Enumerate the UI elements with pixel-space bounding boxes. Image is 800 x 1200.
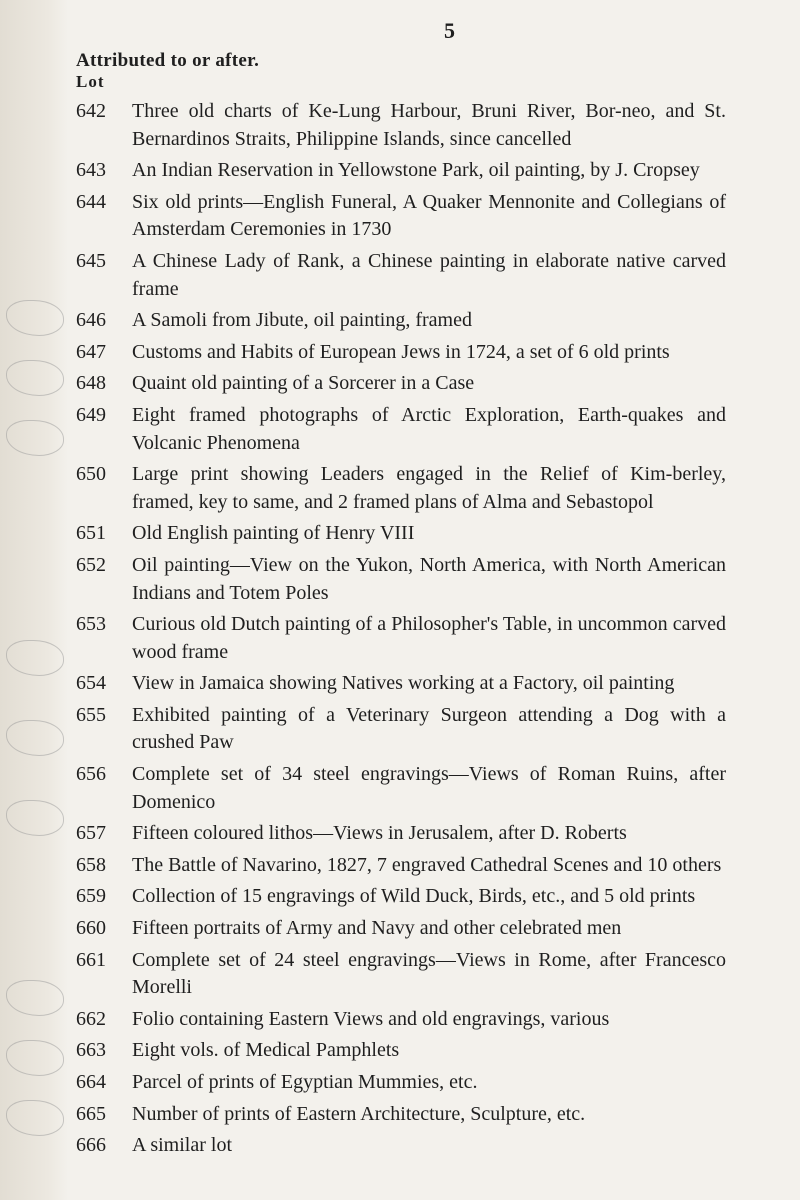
- pencil-scribble: [6, 720, 64, 756]
- lot-number: 648: [76, 372, 106, 395]
- lot-entry: [76, 670, 726, 698]
- lot-entry: [76, 1101, 726, 1129]
- pencil-scribble: [6, 360, 64, 396]
- lot-number: 656: [76, 763, 106, 786]
- lot-number: 664: [76, 1071, 106, 1093]
- lot-entry: [76, 339, 726, 367]
- lot-description: Quaint old painting of a Sorcerer in a Case: [132, 372, 475, 395]
- lot-description: Eight vols. of Medical Pamphlets: [132, 1039, 400, 1062]
- lot-entry: [76, 307, 726, 335]
- lot-description: A similar lot: [132, 1134, 232, 1157]
- lot-description: Exhibited painting of a Veterinary Surgeon attending a Dog with a crushed Paw: [132, 703, 726, 754]
- lot-description: Oil painting—View on the Yukon, North America, with North American Indians and Totem Poles: [132, 553, 726, 604]
- lot-description: Collection of 15 engravings of Wild Duck, Birds, etc., and 5 old prints: [132, 885, 696, 908]
- lot-entry: [76, 370, 726, 398]
- lot-entry: [76, 1069, 726, 1097]
- lot-description: Complete set of 34 steel engravings—Views of Roman Ruins, after Domenico: [132, 763, 726, 813]
- lot-description: Fifteen coloured lithos—Views in Jerusalem, after D. Roberts: [132, 822, 627, 845]
- pencil-scribble: [6, 300, 64, 336]
- lot-entry: [76, 552, 726, 607]
- lot-description: The Battle of Navarino, 1827, 7 engraved Cathedral Scenes and 10 others: [132, 853, 722, 876]
- lot-description: Six old prints—English Funeral, A Quaker Mennonite and Collegians of Amsterdam Ceremonies in 1730: [132, 190, 726, 241]
- lot-entry: [76, 461, 726, 516]
- lot-entry: [76, 947, 726, 1002]
- pencil-scribble: [6, 640, 64, 676]
- lot-number: 652: [76, 553, 106, 576]
- lot-number: 651: [76, 522, 106, 545]
- pencil-scribble: [6, 980, 64, 1016]
- lot-number: 663: [76, 1039, 106, 1062]
- lot-entry: [76, 883, 726, 911]
- lot-description: Curious old Dutch painting of a Philosopher's Table, in uncommon carved wood frame: [132, 613, 726, 663]
- lot-number: 666: [76, 1134, 106, 1157]
- lot-entry: [76, 611, 726, 666]
- lot-description: Number of prints of Eastern Architecture, Sculpture, etc.: [132, 1102, 586, 1125]
- lot-description: A Samoli from Jibute, oil painting, framed: [132, 309, 472, 332]
- lot-description: Fifteen portraits of Army and Navy and other celebrated men: [132, 917, 622, 940]
- lot-description: Large print showing Leaders engaged in the Relief of Kim-berley, framed, key to same, and 2 framed plans of Alma and Sebastopol: [132, 463, 726, 513]
- pencil-scribble: [6, 1040, 64, 1076]
- lot-entry: [76, 189, 726, 244]
- lot-entry: [76, 248, 726, 303]
- lot-entry: [76, 915, 726, 943]
- lot-entry: [76, 157, 726, 185]
- lot-column-label: Lot: [76, 72, 105, 91]
- lot-entry: [76, 1006, 726, 1034]
- pencil-scribble: [6, 800, 64, 836]
- lot-number: 647: [76, 340, 106, 363]
- lot-entry: [76, 852, 726, 880]
- lot-number: 646: [76, 309, 106, 332]
- lot-list: [76, 98, 726, 1164]
- lot-description: Parcel of prints of Egyptian Mummies, etc.: [132, 1071, 478, 1093]
- lot-number: 650: [76, 463, 106, 486]
- lot-number: 657: [76, 822, 106, 845]
- lot-entry: [76, 761, 726, 816]
- lot-entry: [76, 1132, 726, 1160]
- lot-number: 654: [76, 672, 106, 695]
- lot-description: A Chinese Lady of Rank, a Chinese painting in elaborate native carved frame: [132, 249, 726, 300]
- lot-number: 649: [76, 403, 106, 426]
- page-number: 5: [444, 18, 455, 43]
- pencil-scribble: [6, 1100, 64, 1136]
- lot-number: 659: [76, 885, 106, 908]
- lot-description: Complete set of 24 steel engravings—Views in Rome, after Francesco Morelli: [132, 948, 726, 999]
- section-heading: Attributed to or after.: [76, 50, 260, 71]
- lot-entry: [76, 520, 726, 548]
- lot-entry: [76, 702, 726, 757]
- lot-number: 665: [76, 1102, 106, 1125]
- lot-entry: [76, 820, 726, 848]
- lot-number: 658: [76, 853, 106, 876]
- lot-description: An Indian Reservation in Yellowstone Park, oil painting, by J. Cropsey: [132, 159, 700, 182]
- lot-description: Folio containing Eastern Views and old engravings, various: [132, 1007, 610, 1030]
- lot-number: 655: [76, 703, 106, 726]
- pencil-scribble: [6, 420, 64, 456]
- page-margin: [0, 0, 68, 1200]
- lot-entry: [76, 98, 726, 153]
- lot-number: 653: [76, 613, 106, 636]
- lot-number: 645: [76, 249, 106, 272]
- lot-description: Three old charts of Ke-Lung Harbour, Bruni River, Bor-neo, and St. Bernardinos Straits, Philippine Islands, since cancelled: [132, 100, 726, 150]
- lot-number: 661: [76, 948, 106, 971]
- lot-number: 642: [76, 100, 106, 122]
- lot-description: Old English painting of Henry VIII: [132, 522, 415, 545]
- lot-entry: [76, 402, 726, 457]
- lot-number: 644: [76, 190, 106, 213]
- lot-number: 662: [76, 1007, 106, 1030]
- lot-description: Customs and Habits of European Jews in 1724, a set of 6 old prints: [132, 340, 670, 363]
- lot-entry: [76, 1037, 726, 1065]
- lot-description: Eight framed photographs of Arctic Exploration, Earth-quakes and Volcanic Phenomena: [132, 403, 726, 454]
- lot-number: 643: [76, 159, 106, 182]
- lot-number: 660: [76, 917, 106, 940]
- lot-description: View in Jamaica showing Natives working at a Factory, oil painting: [132, 672, 675, 695]
